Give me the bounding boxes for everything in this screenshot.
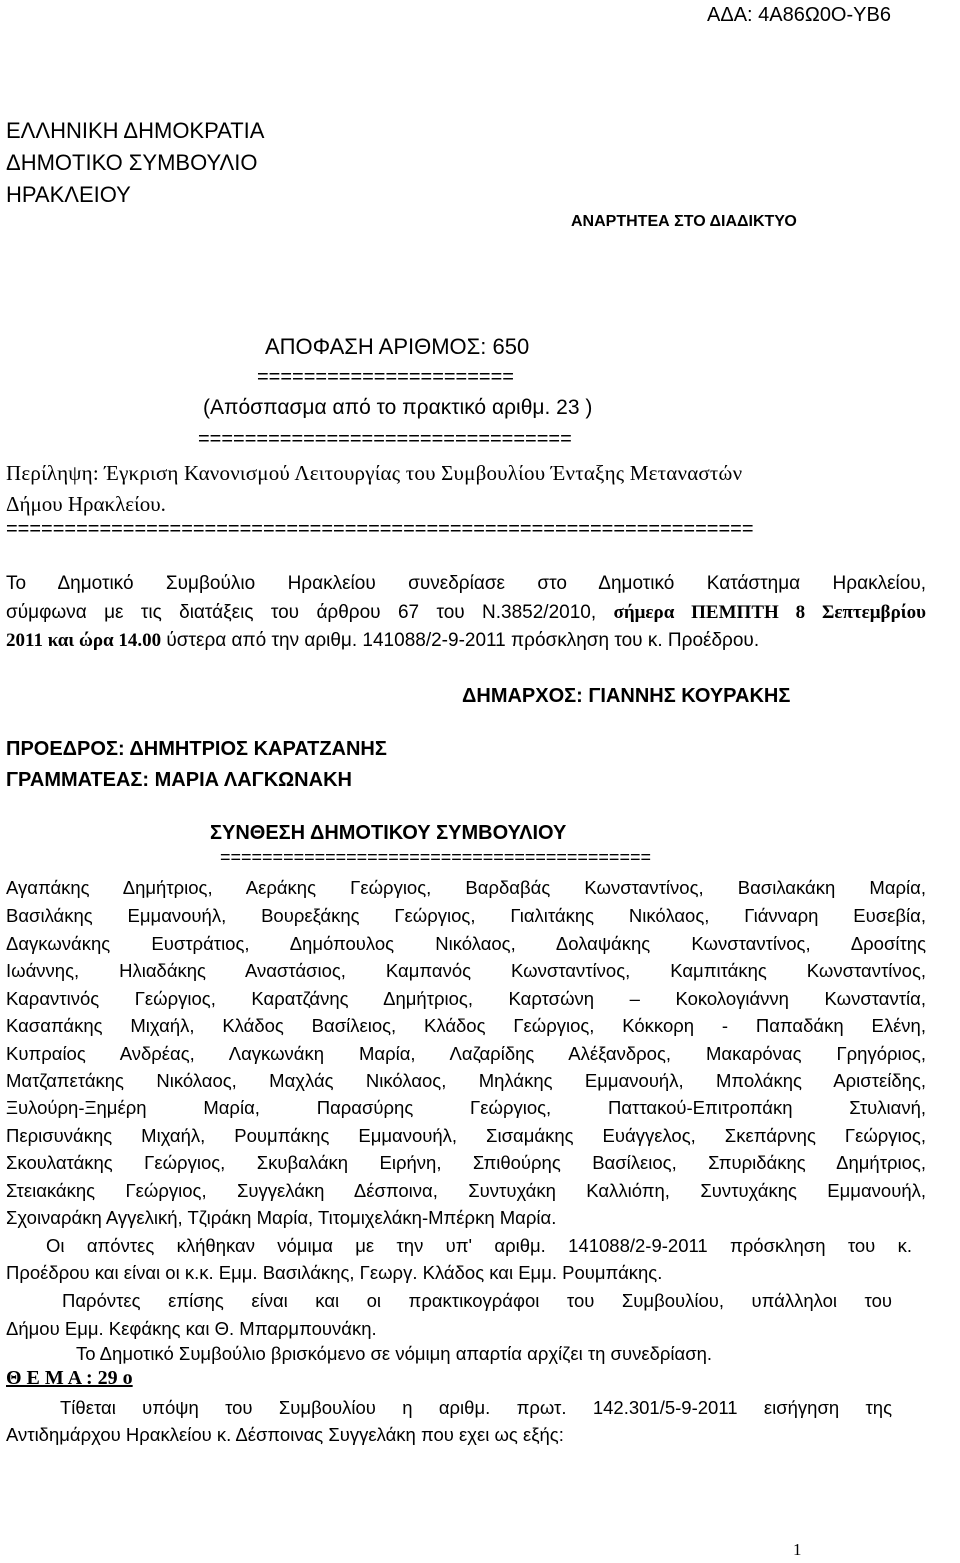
members-line: Ματζαπετάκης Νικόλαος, Μαχλάς Νικόλαος, Μηλάκης Εμμανουήλ, Μπολάκης Αριστείδης,: [6, 1070, 926, 1091]
members-line: Περισυνάκης Μιχαήλ, Ρουμπάκης Εμμανουήλ, Σισαμάκης Ευάγγελος, Σκεπάρνης Γεώργιος,: [6, 1125, 926, 1146]
decision-subtitle: (Απόσπασμα από το πρακτικό αριθμ. 23 ): [203, 396, 593, 419]
members-line: Ξυλούρη-Ξημέρη Μαρία, Παρασύρης Γεώργιος, Παττακού-Επιτροπάκη Στυλιανή,: [6, 1097, 926, 1118]
members-line: Καραντινός Γεώργιος, Καρατζάνης Δημήτριος, Καρτσώνη – Κοκολογιάννη Κωνσταντία,: [6, 988, 926, 1009]
present-line-2: Δήμου Εμμ. Κεφάκης και Θ. Μπαρμπουνάκη.: [6, 1318, 377, 1339]
intro-line-3-text: ύστερα από την αριθμ. 141088/2-9-2011 πρόσκληση του κ. Προέδρου.: [161, 630, 760, 651]
header-line-1: ΕΛΛΗΝΙΚΗ ΔΗΜΟΚΡΑΤΙΑ: [6, 118, 265, 143]
theme-text: Θ Ε Μ Α : 29 ο: [6, 1367, 133, 1389]
quorum-text: Το Δημοτικό Συμβούλιο βρισκόμενο σε νόμιμη απαρτία αρχίζει τη συνεδρίαση.: [76, 1343, 713, 1364]
members-line: Σκουλατάκης Γεώργιος, Σκυβαλάκη Ειρήνη, Σπιθούρης Βασίλειος, Σπυριδάκης Δημήτριος,: [6, 1152, 926, 1173]
theme-heading: [6, 1367, 133, 1390]
members-line: Κασαπάκης Μιχαήλ, Κλάδος Βασίλειος, Κλάδος Γεώργιος, Κόκκορη - Παπαδάκη Ελένη,: [6, 1015, 926, 1036]
present-line-1: Παρόντες επίσης είναι και οι πρακτικογράφοι του Συμβουλίου, υπάλληλοι του: [62, 1290, 892, 1311]
members-line: Δαγκωνάκης Ευστράτιος, Δημόπουλος Νικόλαος, Δολαψάκης Κωνσταντίνος, Δροσίτης: [6, 933, 926, 954]
secretary: ΓΡΑΜΜΑΤΕΑΣ: ΜΑΡΙΑ ΛΑΓΚΩΝΑΚΗ: [6, 769, 352, 791]
members-line: Σχοιναράκη Αγγελική, Τζιράκη Μαρία, Τιτομιχελάκη-Μπέρκη Μαρία.: [6, 1207, 557, 1228]
absent-line-1: Οι απόντες κλήθηκαν νόμιμα με την υπ' αριθμ. 141088/2-9-2011 πρόσκληση του κ.: [46, 1235, 912, 1256]
summary-line-2: Δήμου Ηρακλείου.: [6, 492, 166, 516]
absent-line-2: Προέδρου και είναι οι κ.κ. Εμμ. Βασιλάκης, Γεωργ. Κλάδος και Εμμ. Ρουμπάκης.: [6, 1262, 663, 1283]
proposal-line-2: Αντιδημάρχου Ηρακλείου κ. Δέσποινας Συγγελάκη που εχει ως εξής:: [6, 1424, 564, 1445]
intro-date: σήμερα ΠΕΜΠΤΗ 8 Σεπτεμβρίου: [613, 602, 926, 623]
rule-2: ================================: [198, 428, 572, 450]
ada-code: ΑΔΑ: 4Α86Ω0Ο-ΥΒ6: [707, 4, 891, 26]
rule-1: ======================: [257, 366, 514, 388]
intro-line-1: Το Δημοτικό Συμβούλιο Ηρακλείου συνεδρίασε στο Δημοτικό Κατάστημα Ηρακλείου,: [6, 573, 926, 594]
intro-line-2-text: σύμφωνα με τις διατάξεις του άρθρου 67 του Ν.3852/2010,: [6, 602, 614, 623]
members-line: Βασιλάκης Εμμανουήλ, Βουρεξάκης Γεώργιος, Γιαλιτάκης Νικόλαος, Γιάνναρη Ευσεβία,: [6, 905, 926, 926]
decision-title: ΑΠΟΦΑΣΗ ΑΡΙΘΜΟΣ: 650: [265, 334, 530, 359]
president: ΠΡΟΕΔΡΟΣ: ΔΗΜΗΤΡΙΟΣ ΚΑΡΑΤΖΑΝΗΣ: [6, 738, 387, 760]
proposal-line-1: Τίθεται υπόψη του Συμβουλίου η αριθμ. πρωτ. 142.301/5-9-2011 εισήγηση της: [60, 1397, 892, 1418]
intro-line-2: [6, 602, 926, 624]
intro-line-3: [6, 630, 759, 652]
composition-title: ΣΥΝΘΕΣΗ ΔΗΜΟΤΙΚΟΥ ΣΥΜΒΟΥΛΙΟΥ: [210, 822, 567, 844]
header-line-3: ΗΡΑΚΛΕΙΟΥ: [6, 182, 131, 207]
members-line: Αγαπάκης Δημήτριος, Αεράκης Γεώργιος, Βαρδαβάς Κωνσταντίνος, Βασιλακάκη Μαρία,: [6, 877, 926, 898]
rule-3: ================================================================: [6, 518, 754, 540]
summary-line-1: Περίληψη: Έγκριση Κανονισμού Λειτουργίας του Συμβουλίου Ένταξης Μεταναστών: [6, 461, 743, 485]
mayor: ΔΗΜΑΡΧΟΣ: ΓΙΑΝΝΗΣ ΚΟΥΡΑΚΗΣ: [462, 685, 791, 707]
internet-note: ΑΝΑΡΤΗΤΕΑ ΣΤΟ ΔΙΑΔΙΚΤΥΟ: [571, 213, 797, 230]
page-number: 1: [793, 1540, 802, 1559]
members-line: Ιωάννης, Ηλιαδάκης Αναστάσιος, Καμπανός Κωνσταντίνος, Καμπιτάκης Κωνσταντίνος,: [6, 960, 926, 981]
members-line: Κυπραίος Ανδρέας, Λαγκωνάκη Μαρία, Λαζαρίδης Αλέξανδρος, Μακαρόνας Γρηγόριος,: [6, 1043, 926, 1064]
members-line: Στειακάκης Γεώργιος, Συγγελάκη Δέσποινα, Συντυχάκη Καλλιόπη, Συντυχάκης Εμμανουήλ,: [6, 1180, 926, 1201]
composition-rule: =========================================: [220, 847, 651, 867]
intro-time: 2011 και ώρα 14.00: [6, 630, 162, 651]
header-line-2: ΔΗΜΟΤΙΚΟ ΣΥΜΒΟΥΛΙΟ: [6, 150, 258, 175]
